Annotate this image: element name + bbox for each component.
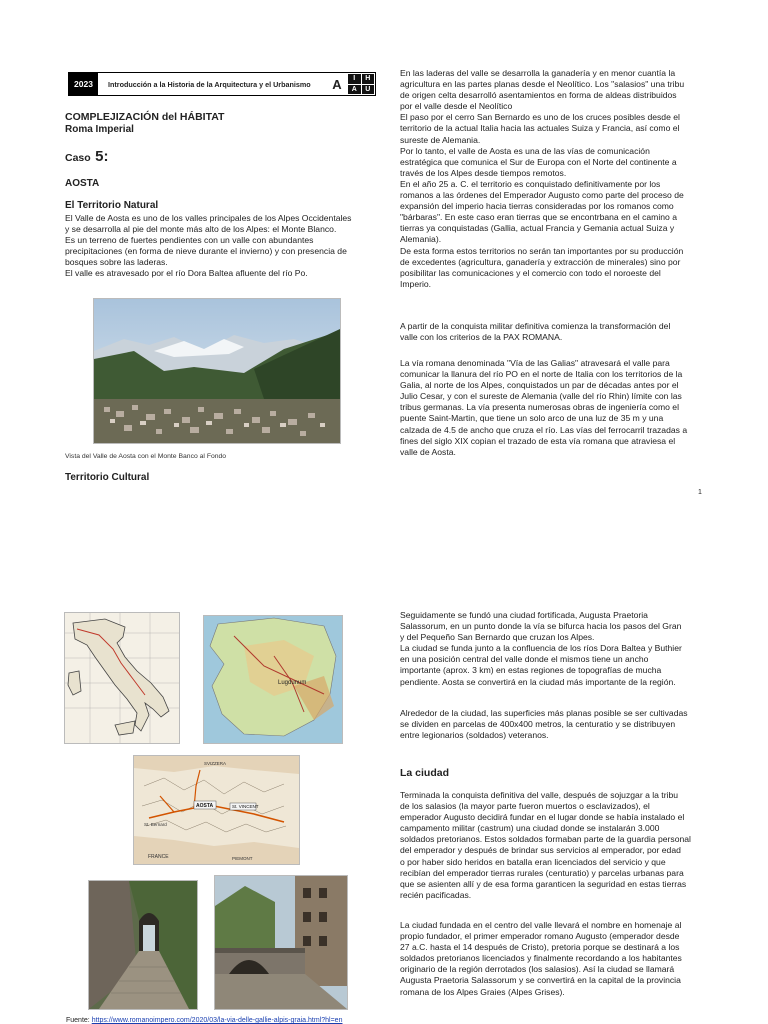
right-paragraph-3: La vía romana denominada "Vía de las Galias" atravesará el valle para comunicar la llanura del río PO en el norte de Italia con los territorios de la Galia, al norte de los Alpes, conquistados un par de décadas antes por el Julio Cesar, y con el sureste de Alemania (valle del río Rhin) límite con las tribus germanas. La vía presenta numerosas obras de ingeniería como el puente Saint-Martin, que tiene un solo arco de una luz de 35 m y una calzada de 4.5 de ancho que cruza el río. Las vías del ferrocarril trazadas a fines del siglo XIX copian el trazado de esta vía romana que atraviesa el valle de Aosta.: [400, 358, 688, 457]
map-label-france: FRANCE: [148, 854, 169, 860]
right-paragraph-4: Seguidamente se fundó una ciudad fortificada, Augusta Praetoria Salassorum, en un punto donde la vía se bifurca hacia los pasos del Gran y del Pequeño San Bernardo que cruzan los Alpes. La ciudad se funda junto a la confluencia de los ríos Dora Baltea y Buthier en una posición central del valle donde el mismos tiene un ancho importante (aprox. 3 km) en estas regiones de topografías de mucha pendiente. Aosta se convertirá en la ciudad más importante de la región.: [400, 610, 682, 687]
roman-road-photo: [88, 880, 198, 1010]
right-paragraph-5: Alrededor de la ciudad, las superficies más planas posible se ser cultivadas se dividen en parcelas de 400x400 metros, la centuratio y se distribuyen entre legionarios (soldados) veteranos.: [400, 708, 688, 741]
map-label-lugdunum: Lugdunum: [278, 680, 307, 686]
map-label-st-bernard: St. Bernard: [144, 822, 167, 827]
map-label-aosta: AOSTA: [196, 803, 214, 809]
map-label-piemont: PIEMONT: [232, 856, 253, 861]
right-paragraph-7: La ciudad fundada en el centro del valle llevará el nombre en homenaje al propio fundador, el primer emperador romano Augusto (emperador desde 27 a.C. hasta el 14 después de Cristo), pretoria porque se destinará a los soldados pretorianos licenciados y finalmente recordando a los habitantes originario de la región derrotados (los salasios). Así la ciudad se llamará Augusta Praetoria Salassorum y se convertirá en la capital de la provincia romana de los Alpes Graies (Alpes Grises).: [400, 920, 682, 997]
right-paragraph-6: Terminada la conquista definitiva del valle, después de sojuzgar a la tribu de los salasios (la mayor parte fueron muertos o esclavizados), el emperador Augusto decidirá fundar en el lugar donde se había instalado el campamento militar (castrum) una ciudad donde se instalarán 3.000 soldados pretorianos. Estos soldados formaban parte de la guardia personal del emperador y después de brindar sus servicios al emperador, por edad o por haber sido heridos en batalla eran licenciados del servicio y que recibían del emperador tierras rurales (centuratio) y parcelas urbanas para que se asienten allí y de esa forma garanticen la seguridad en estas tierras recién pacificadas.: [400, 790, 691, 900]
course-header: [68, 72, 376, 96]
case-title: Caso 5:: [65, 148, 109, 165]
roman-bridge-photo: [214, 875, 348, 1010]
map-label-st-vincent: St. VINCENT: [232, 804, 259, 809]
section-city-heading: La ciudad: [400, 767, 450, 779]
source-link[interactable]: https://www.romanoimpero.com/2020/03/la-via-delle-gallie-alpis-graia.html?hl=en: [91, 1017, 343, 1024]
map-label-svizzera: SVIZZERA: [204, 761, 227, 766]
section-natural-heading: El Territorio Natural: [65, 200, 159, 211]
photo-caption: Vista del Valle de Aosta con el Monte Banco al Fondo: [65, 453, 227, 460]
right-paragraph-1: En las laderas del valle se desarrolla la ganadería y en menor cuantía la agricultura en las partes planas desde el Neolítico. Los "salasios" una tribu de origen celta desarrolló asentamientos en forma de aldeas distribuidos por el valle desde el Neolítico El paso por el cerro San Bernardo es uno de los cruces posibles desde el territorio de la actual Italia hacia las actuales Suiza y Francia, así como el sureste de Alemania. Por lo tanto, el valle de Aosta es una de las vías de comunicación estratégica que comunica el Sur de Europa con el Norte del continente a través de los Alpes desde tiempos remotos. En el año 25 a. C. el territorio es conquistado definitivamente por los romanos a las órdenes del Emperador Augusto como parte del proceso de expansión del imperio hacia tierras consideradas por los romanos como "bárbaras". En este caso eran tierras que se encontrbana en el camino a tierras ya conquistadas (Gallia, actual Francia y Gemania actual Suiza y Alemania). De esta forma estos territorios no serán tan importantes por su producción de excedentes (agricultura, ganadería y extracción de minerales) sino por posibilitar las comunicaciones y el comercio con todo el noroeste del Imperio.: [400, 68, 685, 289]
ihau-logo: I H A U: [347, 73, 375, 95]
section-cultural-heading: Territorio Cultural: [65, 472, 150, 483]
natural-paragraph: El Valle de Aosta es uno de los valles principales de los Alpes Occidentales y se desarrolla al pie del monte más alto de los Alpes: el Monte Blanco. Es un terreno de fuertes pendientes con un valle con abundantes precipitaciones (en forma de nieve durante el invierno) y con presencia de bosques sobre las laderas. El valle es atravesado por el río Dora Baltea afluente del río Po.: [65, 213, 352, 279]
gaul-map: [203, 615, 343, 744]
place-title: AOSTA: [65, 178, 100, 189]
heading-roma-imperial: Roma Imperial: [65, 124, 134, 135]
heading-complejizacion: COMPLEJIZACIÓN del HÁBITAT: [65, 111, 225, 123]
header-year: 2023: [69, 73, 98, 95]
source-label: Fuente:: [66, 1017, 90, 1024]
italy-map: [64, 612, 180, 744]
right-paragraph-2: A partir de la conquista militar definitiva comienza la transformación del valle con los criterios de la PAX ROMANA.: [400, 321, 671, 343]
page-number: 1: [698, 489, 702, 496]
aosta-valley-photo: [93, 298, 341, 444]
image-source: [66, 1017, 342, 1024]
aosta-valley-map: [133, 755, 300, 865]
header-course-letter: A: [332, 76, 342, 92]
header-course-title: Introducción a la Historia de la Arquitectura y el Urbanismo: [108, 79, 311, 89]
